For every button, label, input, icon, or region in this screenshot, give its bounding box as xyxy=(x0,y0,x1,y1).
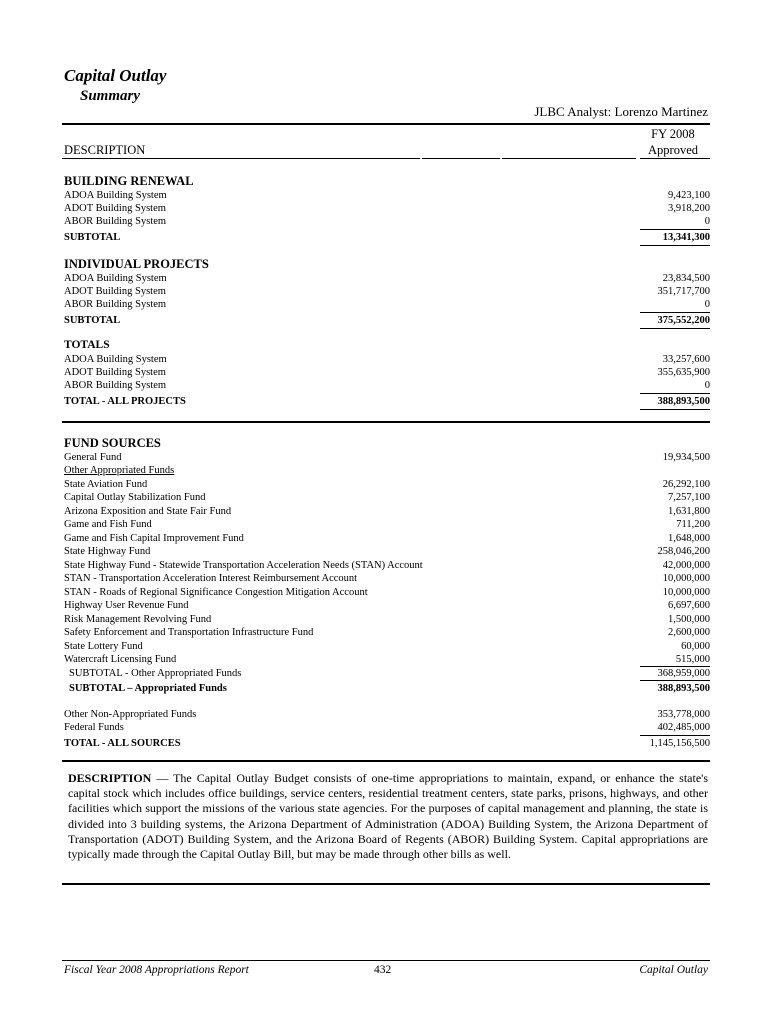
table-row xyxy=(64,653,710,667)
table-row xyxy=(64,559,710,573)
row-value: 375,552,200 xyxy=(657,315,710,326)
footer-report-title: Fiscal Year 2008 Appropriations Report xyxy=(64,964,249,976)
row-label: Capital Outlay Stabilization Fund xyxy=(64,492,206,503)
table-row xyxy=(64,353,710,367)
table-row xyxy=(64,613,710,627)
row-value: 1,145,156,500 xyxy=(649,738,710,749)
row-label: ABOR Building System xyxy=(64,216,167,227)
row-value: 711,200 xyxy=(676,519,710,530)
table-row xyxy=(64,586,710,600)
subtotal-row xyxy=(64,314,710,328)
row-label: ABOR Building System xyxy=(64,380,167,391)
subtotal-row xyxy=(64,231,710,245)
table-row xyxy=(64,202,710,216)
table-row xyxy=(64,572,710,586)
description-lead: DESCRIPTION xyxy=(68,771,152,785)
row-label: SUBTOTAL – Appropriated Funds xyxy=(69,683,227,694)
section-heading-building-renewal: BUILDING RENEWAL xyxy=(64,174,194,188)
row-label: ADOA Building System xyxy=(64,354,167,365)
subtotal-rule xyxy=(640,229,710,230)
row-value: 13,341,300 xyxy=(662,232,710,243)
column-header-approved: Approved xyxy=(648,143,698,157)
subtotal-rule xyxy=(640,735,710,736)
row-value: 26,292,100 xyxy=(662,478,710,490)
page-subtitle: Summary xyxy=(80,88,141,104)
row-value: 19,934,500 xyxy=(662,452,710,463)
analyst-name: JLBC Analyst: Lorenzo Martinez xyxy=(534,104,708,119)
page-number: 432 xyxy=(374,964,392,976)
column-header-description: DESCRIPTION xyxy=(64,143,146,157)
subtotal-rule xyxy=(640,328,710,329)
row-label: ADOA Building System xyxy=(64,273,167,284)
subtotal-rule xyxy=(640,393,710,394)
section-heading-individual-projects: INDIVIDUAL PROJECTS xyxy=(64,257,209,271)
table-row xyxy=(64,626,710,640)
column-header-rule xyxy=(422,158,500,159)
row-value: 353,778,000 xyxy=(657,709,710,720)
page-title: Capital Outlay xyxy=(64,66,167,85)
row-label: Watercraft Licensing Fund xyxy=(64,654,177,665)
row-label: Game and Fish Capital Improvement Fund xyxy=(64,532,244,544)
table-row xyxy=(64,298,710,312)
subheading-row xyxy=(64,464,710,478)
table-row xyxy=(64,491,710,505)
row-label: Arizona Exposition and State Fair Fund xyxy=(64,505,232,517)
column-header-rule xyxy=(62,158,420,159)
table-row xyxy=(64,721,710,735)
description-paragraph xyxy=(68,771,708,862)
row-value: 23,834,500 xyxy=(662,273,710,284)
row-value: 355,635,900 xyxy=(657,367,710,378)
total-row xyxy=(64,737,710,751)
section-rule xyxy=(62,421,710,423)
row-value: 388,893,500 xyxy=(657,396,710,407)
header-rule xyxy=(62,123,710,125)
table-row xyxy=(64,640,710,654)
subtotal-row xyxy=(64,667,710,681)
row-value: 2,600,000 xyxy=(668,627,710,638)
table-row xyxy=(64,366,710,380)
row-label: TOTAL - ALL PROJECTS xyxy=(64,396,186,407)
row-label: State Highway Fund xyxy=(64,546,151,557)
row-value: 1,648,000 xyxy=(668,532,710,544)
row-value: 1,500,000 xyxy=(668,613,710,625)
row-label: Safety Enforcement and Transportation Infrastructure Fund xyxy=(64,627,314,638)
row-label: ADOT Building System xyxy=(64,203,166,214)
column-header-rule xyxy=(640,158,710,159)
footer-rule xyxy=(62,960,710,961)
row-value: 0 xyxy=(704,380,710,391)
row-value: 351,717,700 xyxy=(657,286,710,297)
row-label: ABOR Building System xyxy=(64,299,167,310)
description-text: — The Capital Outlay Budget consists of one-time appropriations to maintain, expand, or enhance the state's capital stock which includes office buildings, service centers, residential treatment centers, state parks, prisons, highways, and other facilities which support the missions of the various state agencies. For the purposes of capital management and planning, the state is divided into 3 building systems, the Arizona Department of Administration (ADOA) Building System, the Arizona Department of Transportation (ADOT) Building System, and the Arizona Board of Regents (ABOR) Building System. Capital appropriations are typically made through the Capital Outlay Bill, but may be made through other bills as well. xyxy=(68,771,708,862)
row-label: ADOT Building System xyxy=(64,286,166,297)
table-row xyxy=(64,708,710,722)
subtotal-rule xyxy=(640,409,710,410)
row-value: 7,257,100 xyxy=(668,492,710,503)
row-label: SUBTOTAL xyxy=(64,315,121,326)
row-label: Game and Fish Fund xyxy=(64,519,152,530)
subtotal-row xyxy=(64,682,710,696)
row-label: STAN - Roads of Regional Significance Congestion Mitigation Account xyxy=(64,586,368,598)
section-heading-totals: TOTALS xyxy=(64,339,110,351)
column-header-fy: FY 2008 xyxy=(651,127,695,141)
row-label: Other Non-Appropriated Funds xyxy=(64,709,197,720)
row-value: 0 xyxy=(704,299,710,310)
row-value: 33,257,600 xyxy=(662,354,710,365)
row-label: Highway User Revenue Fund xyxy=(64,600,189,611)
subtotal-rule xyxy=(640,680,710,681)
row-value: 0 xyxy=(704,216,710,227)
row-value: 10,000,000 xyxy=(662,586,710,598)
row-value: 6,697,600 xyxy=(668,600,710,611)
table-row xyxy=(64,215,710,229)
table-row xyxy=(64,518,710,532)
footer-section-title: Capital Outlay xyxy=(639,964,708,976)
table-row xyxy=(64,532,710,546)
row-label: State Highway Fund - Statewide Transportation Acceleration Needs (STAN) Account xyxy=(64,559,423,571)
row-value: 60,000 xyxy=(681,640,710,652)
row-value: 388,893,500 xyxy=(657,683,710,694)
row-value: 10,000,000 xyxy=(662,573,710,584)
row-value: 1,631,800 xyxy=(668,505,710,517)
row-value: 3,918,200 xyxy=(668,203,710,214)
total-row xyxy=(64,395,710,409)
table-row xyxy=(64,451,710,465)
table-row xyxy=(64,379,710,393)
table-row xyxy=(64,545,710,559)
table-row xyxy=(64,285,710,299)
row-label: TOTAL - ALL SOURCES xyxy=(64,738,181,749)
row-label: ADOT Building System xyxy=(64,367,166,378)
row-value: 42,000,000 xyxy=(662,559,710,571)
row-value: 258,046,200 xyxy=(657,546,710,557)
row-label: Risk Management Revolving Fund xyxy=(64,613,212,625)
section-rule xyxy=(62,883,710,885)
subtotal-rule xyxy=(640,312,710,313)
row-label: STAN - Transportation Acceleration Interest Reimbursement Account xyxy=(64,573,358,584)
section-heading-fund-sources: FUND SOURCES xyxy=(64,436,161,450)
row-value: 368,959,000 xyxy=(657,668,710,679)
table-row xyxy=(64,505,710,519)
row-value: 515,000 xyxy=(675,654,710,665)
table-row xyxy=(64,272,710,286)
row-label: SUBTOTAL - Other Appropriated Funds xyxy=(69,668,242,679)
other-appropriated-heading: Other Appropriated Funds xyxy=(64,465,175,476)
table-row xyxy=(64,478,710,492)
table-row xyxy=(64,189,710,203)
column-header-rule xyxy=(502,158,636,159)
row-label: ADOA Building System xyxy=(64,190,167,201)
row-label: State Aviation Fund xyxy=(64,478,148,490)
row-value: 9,423,100 xyxy=(668,190,710,201)
subtotal-rule xyxy=(640,245,710,246)
row-label: Federal Funds xyxy=(64,722,124,733)
table-row xyxy=(64,599,710,613)
row-label: General Fund xyxy=(64,452,122,463)
row-value: 402,485,000 xyxy=(657,722,710,733)
section-rule xyxy=(62,760,710,762)
row-label: SUBTOTAL xyxy=(64,232,121,243)
row-label: State Lottery Fund xyxy=(64,640,143,652)
